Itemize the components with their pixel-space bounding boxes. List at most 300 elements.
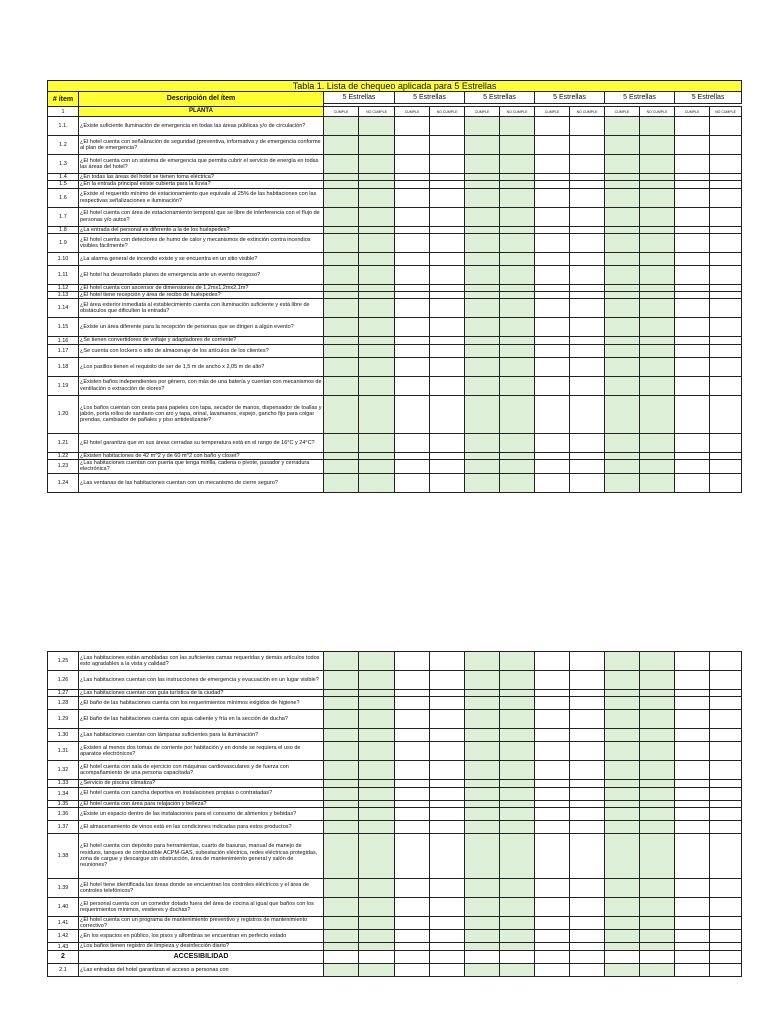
cumple-cell[interactable] xyxy=(324,671,359,690)
no-cumple-cell[interactable] xyxy=(710,233,742,252)
cumple-cell[interactable] xyxy=(605,671,640,690)
cumple-cell[interactable] xyxy=(465,710,500,729)
no-cumple-cell[interactable] xyxy=(500,174,535,181)
no-cumple-cell[interactable] xyxy=(640,460,675,474)
no-cumple-cell[interactable] xyxy=(359,181,395,188)
no-cumple-cell[interactable] xyxy=(640,897,675,916)
no-cumple-cell[interactable] xyxy=(359,460,395,474)
cumple-cell[interactable] xyxy=(324,337,359,344)
cumple-cell[interactable] xyxy=(465,376,500,395)
cumple-cell[interactable] xyxy=(324,433,359,452)
no-cumple-cell[interactable] xyxy=(430,233,465,252)
no-cumple-cell[interactable] xyxy=(359,117,395,136)
cumple-cell[interactable] xyxy=(535,820,570,833)
cumple-cell[interactable] xyxy=(395,671,430,690)
no-cumple-cell[interactable] xyxy=(359,299,395,318)
cumple-cell[interactable] xyxy=(395,780,430,787)
cumple-cell[interactable] xyxy=(535,117,570,136)
cumple-cell[interactable] xyxy=(605,807,640,820)
no-cumple-cell[interactable] xyxy=(500,671,535,690)
no-cumple-cell[interactable] xyxy=(710,136,742,155)
cumple-cell[interactable] xyxy=(324,318,359,337)
cumple-cell[interactable] xyxy=(324,820,359,833)
no-cumple-cell[interactable] xyxy=(430,473,465,492)
cumple-cell[interactable] xyxy=(395,284,430,291)
no-cumple-cell[interactable] xyxy=(359,729,395,742)
cumple-cell[interactable] xyxy=(465,963,500,976)
no-cumple-cell[interactable] xyxy=(570,337,605,344)
cumple-cell[interactable] xyxy=(465,690,500,697)
cumple-cell[interactable] xyxy=(465,930,500,943)
no-cumple-cell[interactable] xyxy=(500,265,535,284)
cumple-cell[interactable] xyxy=(395,181,430,188)
no-cumple-cell[interactable] xyxy=(710,299,742,318)
no-cumple-cell[interactable] xyxy=(570,344,605,357)
cumple-cell[interactable] xyxy=(395,344,430,357)
cumple-cell[interactable] xyxy=(395,690,430,697)
no-cumple-cell[interactable] xyxy=(359,376,395,395)
cumple-cell[interactable] xyxy=(675,284,710,291)
cumple-cell[interactable] xyxy=(324,299,359,318)
no-cumple-cell[interactable] xyxy=(359,136,395,155)
no-cumple-cell[interactable] xyxy=(640,930,675,943)
cumple-cell[interactable] xyxy=(605,357,640,376)
cumple-cell[interactable] xyxy=(605,117,640,136)
no-cumple-cell[interactable] xyxy=(430,652,465,671)
cumple-cell[interactable] xyxy=(395,950,430,963)
no-cumple-cell[interactable] xyxy=(359,833,395,878)
no-cumple-cell[interactable] xyxy=(359,233,395,252)
cumple-cell[interactable] xyxy=(535,337,570,344)
cumple-cell[interactable] xyxy=(395,136,430,155)
cumple-cell[interactable] xyxy=(675,761,710,780)
no-cumple-cell[interactable] xyxy=(710,742,742,761)
no-cumple-cell[interactable] xyxy=(710,950,742,963)
cumple-cell[interactable] xyxy=(465,233,500,252)
no-cumple-cell[interactable] xyxy=(640,117,675,136)
cumple-cell[interactable] xyxy=(605,950,640,963)
cumple-cell[interactable] xyxy=(465,780,500,787)
no-cumple-cell[interactable] xyxy=(430,117,465,136)
cumple-cell[interactable] xyxy=(324,117,359,136)
cumple-cell[interactable] xyxy=(675,878,710,897)
cumple-cell[interactable] xyxy=(535,761,570,780)
no-cumple-cell[interactable] xyxy=(500,800,535,807)
cumple-cell[interactable] xyxy=(675,742,710,761)
cumple-cell[interactable] xyxy=(465,800,500,807)
no-cumple-cell[interactable] xyxy=(500,337,535,344)
cumple-cell[interactable] xyxy=(535,671,570,690)
cumple-cell[interactable] xyxy=(465,395,500,433)
cumple-cell[interactable] xyxy=(675,318,710,337)
cumple-cell[interactable] xyxy=(395,376,430,395)
no-cumple-cell[interactable] xyxy=(570,710,605,729)
no-cumple-cell[interactable] xyxy=(570,787,605,800)
no-cumple-cell[interactable] xyxy=(500,284,535,291)
cumple-cell[interactable] xyxy=(395,697,430,710)
no-cumple-cell[interactable] xyxy=(430,155,465,174)
no-cumple-cell[interactable] xyxy=(640,337,675,344)
no-cumple-cell[interactable] xyxy=(710,690,742,697)
no-cumple-cell[interactable] xyxy=(710,729,742,742)
no-cumple-cell[interactable] xyxy=(359,174,395,181)
no-cumple-cell[interactable] xyxy=(710,376,742,395)
cumple-cell[interactable] xyxy=(324,344,359,357)
cumple-cell[interactable] xyxy=(605,780,640,787)
no-cumple-cell[interactable] xyxy=(640,395,675,433)
no-cumple-cell[interactable] xyxy=(430,136,465,155)
cumple-cell[interactable] xyxy=(395,742,430,761)
cumple-cell[interactable] xyxy=(535,136,570,155)
cumple-cell[interactable] xyxy=(605,233,640,252)
cumple-cell[interactable] xyxy=(535,433,570,452)
no-cumple-cell[interactable] xyxy=(430,671,465,690)
cumple-cell[interactable] xyxy=(675,833,710,878)
cumple-cell[interactable] xyxy=(535,780,570,787)
cumple-cell[interactable] xyxy=(535,950,570,963)
cumple-cell[interactable] xyxy=(395,916,430,930)
cumple-cell[interactable] xyxy=(465,318,500,337)
no-cumple-cell[interactable] xyxy=(500,807,535,820)
cumple-cell[interactable] xyxy=(324,188,359,207)
no-cumple-cell[interactable] xyxy=(430,800,465,807)
no-cumple-cell[interactable] xyxy=(359,690,395,697)
cumple-cell[interactable] xyxy=(395,930,430,943)
cumple-cell[interactable] xyxy=(465,950,500,963)
cumple-cell[interactable] xyxy=(605,299,640,318)
no-cumple-cell[interactable] xyxy=(640,729,675,742)
no-cumple-cell[interactable] xyxy=(640,284,675,291)
cumple-cell[interactable] xyxy=(395,233,430,252)
no-cumple-cell[interactable] xyxy=(359,318,395,337)
cumple-cell[interactable] xyxy=(324,652,359,671)
cumple-cell[interactable] xyxy=(535,207,570,226)
cumple-cell[interactable] xyxy=(465,671,500,690)
cumple-cell[interactable] xyxy=(465,473,500,492)
cumple-cell[interactable] xyxy=(465,357,500,376)
no-cumple-cell[interactable] xyxy=(359,916,395,930)
cumple-cell[interactable] xyxy=(675,136,710,155)
no-cumple-cell[interactable] xyxy=(570,800,605,807)
cumple-cell[interactable] xyxy=(675,174,710,181)
no-cumple-cell[interactable] xyxy=(500,460,535,474)
no-cumple-cell[interactable] xyxy=(430,252,465,265)
no-cumple-cell[interactable] xyxy=(570,117,605,136)
cumple-cell[interactable] xyxy=(395,292,430,299)
no-cumple-cell[interactable] xyxy=(500,252,535,265)
cumple-cell[interactable] xyxy=(605,344,640,357)
cumple-cell[interactable] xyxy=(605,174,640,181)
no-cumple-cell[interactable] xyxy=(359,930,395,943)
no-cumple-cell[interactable] xyxy=(430,916,465,930)
no-cumple-cell[interactable] xyxy=(430,433,465,452)
no-cumple-cell[interactable] xyxy=(710,460,742,474)
no-cumple-cell[interactable] xyxy=(640,878,675,897)
cumple-cell[interactable] xyxy=(465,742,500,761)
no-cumple-cell[interactable] xyxy=(570,950,605,963)
no-cumple-cell[interactable] xyxy=(359,710,395,729)
no-cumple-cell[interactable] xyxy=(500,878,535,897)
cumple-cell[interactable] xyxy=(324,787,359,800)
cumple-cell[interactable] xyxy=(465,207,500,226)
cumple-cell[interactable] xyxy=(465,729,500,742)
no-cumple-cell[interactable] xyxy=(640,265,675,284)
no-cumple-cell[interactable] xyxy=(710,395,742,433)
no-cumple-cell[interactable] xyxy=(570,943,605,950)
no-cumple-cell[interactable] xyxy=(570,652,605,671)
cumple-cell[interactable] xyxy=(675,188,710,207)
no-cumple-cell[interactable] xyxy=(359,252,395,265)
no-cumple-cell[interactable] xyxy=(710,344,742,357)
no-cumple-cell[interactable] xyxy=(500,233,535,252)
no-cumple-cell[interactable] xyxy=(430,729,465,742)
no-cumple-cell[interactable] xyxy=(710,697,742,710)
no-cumple-cell[interactable] xyxy=(710,473,742,492)
no-cumple-cell[interactable] xyxy=(430,710,465,729)
no-cumple-cell[interactable] xyxy=(640,207,675,226)
cumple-cell[interactable] xyxy=(535,376,570,395)
no-cumple-cell[interactable] xyxy=(570,376,605,395)
no-cumple-cell[interactable] xyxy=(570,697,605,710)
cumple-cell[interactable] xyxy=(535,174,570,181)
no-cumple-cell[interactable] xyxy=(430,452,465,459)
cumple-cell[interactable] xyxy=(395,155,430,174)
no-cumple-cell[interactable] xyxy=(430,780,465,787)
cumple-cell[interactable] xyxy=(675,292,710,299)
cumple-cell[interactable] xyxy=(535,252,570,265)
cumple-cell[interactable] xyxy=(535,395,570,433)
cumple-cell[interactable] xyxy=(535,897,570,916)
cumple-cell[interactable] xyxy=(535,963,570,976)
no-cumple-cell[interactable] xyxy=(640,292,675,299)
cumple-cell[interactable] xyxy=(675,787,710,800)
no-cumple-cell[interactable] xyxy=(570,284,605,291)
no-cumple-cell[interactable] xyxy=(710,117,742,136)
cumple-cell[interactable] xyxy=(324,357,359,376)
no-cumple-cell[interactable] xyxy=(570,318,605,337)
cumple-cell[interactable] xyxy=(465,344,500,357)
no-cumple-cell[interactable] xyxy=(430,292,465,299)
cumple-cell[interactable] xyxy=(324,800,359,807)
no-cumple-cell[interactable] xyxy=(359,344,395,357)
cumple-cell[interactable] xyxy=(605,710,640,729)
no-cumple-cell[interactable] xyxy=(570,761,605,780)
no-cumple-cell[interactable] xyxy=(430,897,465,916)
cumple-cell[interactable] xyxy=(395,299,430,318)
no-cumple-cell[interactable] xyxy=(570,433,605,452)
cumple-cell[interactable] xyxy=(675,452,710,459)
no-cumple-cell[interactable] xyxy=(430,357,465,376)
no-cumple-cell[interactable] xyxy=(500,433,535,452)
no-cumple-cell[interactable] xyxy=(570,930,605,943)
cumple-cell[interactable] xyxy=(605,226,640,233)
cumple-cell[interactable] xyxy=(535,460,570,474)
cumple-cell[interactable] xyxy=(324,284,359,291)
cumple-cell[interactable] xyxy=(535,155,570,174)
cumple-cell[interactable] xyxy=(465,155,500,174)
no-cumple-cell[interactable] xyxy=(359,395,395,433)
cumple-cell[interactable] xyxy=(675,233,710,252)
no-cumple-cell[interactable] xyxy=(710,710,742,729)
cumple-cell[interactable] xyxy=(675,344,710,357)
no-cumple-cell[interactable] xyxy=(640,833,675,878)
no-cumple-cell[interactable] xyxy=(640,181,675,188)
cumple-cell[interactable] xyxy=(675,473,710,492)
cumple-cell[interactable] xyxy=(395,174,430,181)
no-cumple-cell[interactable] xyxy=(500,226,535,233)
no-cumple-cell[interactable] xyxy=(430,807,465,820)
cumple-cell[interactable] xyxy=(395,800,430,807)
no-cumple-cell[interactable] xyxy=(570,807,605,820)
cumple-cell[interactable] xyxy=(465,878,500,897)
no-cumple-cell[interactable] xyxy=(570,174,605,181)
no-cumple-cell[interactable] xyxy=(500,742,535,761)
no-cumple-cell[interactable] xyxy=(710,820,742,833)
cumple-cell[interactable] xyxy=(675,690,710,697)
no-cumple-cell[interactable] xyxy=(500,963,535,976)
cumple-cell[interactable] xyxy=(605,284,640,291)
no-cumple-cell[interactable] xyxy=(570,897,605,916)
no-cumple-cell[interactable] xyxy=(500,452,535,459)
cumple-cell[interactable] xyxy=(324,452,359,459)
no-cumple-cell[interactable] xyxy=(500,473,535,492)
no-cumple-cell[interactable] xyxy=(640,690,675,697)
no-cumple-cell[interactable] xyxy=(570,473,605,492)
no-cumple-cell[interactable] xyxy=(570,742,605,761)
no-cumple-cell[interactable] xyxy=(500,207,535,226)
cumple-cell[interactable] xyxy=(535,807,570,820)
cumple-cell[interactable] xyxy=(395,652,430,671)
cumple-cell[interactable] xyxy=(324,878,359,897)
no-cumple-cell[interactable] xyxy=(430,690,465,697)
no-cumple-cell[interactable] xyxy=(640,233,675,252)
no-cumple-cell[interactable] xyxy=(430,284,465,291)
no-cumple-cell[interactable] xyxy=(640,473,675,492)
no-cumple-cell[interactable] xyxy=(430,299,465,318)
no-cumple-cell[interactable] xyxy=(710,671,742,690)
no-cumple-cell[interactable] xyxy=(640,344,675,357)
cumple-cell[interactable] xyxy=(324,780,359,787)
cumple-cell[interactable] xyxy=(465,181,500,188)
no-cumple-cell[interactable] xyxy=(500,943,535,950)
cumple-cell[interactable] xyxy=(465,433,500,452)
no-cumple-cell[interactable] xyxy=(570,878,605,897)
cumple-cell[interactable] xyxy=(675,710,710,729)
no-cumple-cell[interactable] xyxy=(710,800,742,807)
no-cumple-cell[interactable] xyxy=(359,357,395,376)
cumple-cell[interactable] xyxy=(675,252,710,265)
cumple-cell[interactable] xyxy=(324,742,359,761)
cumple-cell[interactable] xyxy=(324,950,359,963)
cumple-cell[interactable] xyxy=(324,376,359,395)
cumple-cell[interactable] xyxy=(465,292,500,299)
no-cumple-cell[interactable] xyxy=(640,807,675,820)
no-cumple-cell[interactable] xyxy=(640,252,675,265)
cumple-cell[interactable] xyxy=(324,233,359,252)
cumple-cell[interactable] xyxy=(605,820,640,833)
no-cumple-cell[interactable] xyxy=(570,292,605,299)
no-cumple-cell[interactable] xyxy=(359,963,395,976)
cumple-cell[interactable] xyxy=(605,690,640,697)
no-cumple-cell[interactable] xyxy=(430,181,465,188)
cumple-cell[interactable] xyxy=(324,943,359,950)
cumple-cell[interactable] xyxy=(605,943,640,950)
cumple-cell[interactable] xyxy=(465,460,500,474)
cumple-cell[interactable] xyxy=(465,761,500,780)
no-cumple-cell[interactable] xyxy=(640,671,675,690)
cumple-cell[interactable] xyxy=(465,916,500,930)
cumple-cell[interactable] xyxy=(535,710,570,729)
no-cumple-cell[interactable] xyxy=(359,742,395,761)
no-cumple-cell[interactable] xyxy=(710,265,742,284)
no-cumple-cell[interactable] xyxy=(430,697,465,710)
no-cumple-cell[interactable] xyxy=(640,761,675,780)
no-cumple-cell[interactable] xyxy=(359,820,395,833)
no-cumple-cell[interactable] xyxy=(710,226,742,233)
no-cumple-cell[interactable] xyxy=(500,376,535,395)
no-cumple-cell[interactable] xyxy=(570,181,605,188)
cumple-cell[interactable] xyxy=(324,963,359,976)
no-cumple-cell[interactable] xyxy=(710,930,742,943)
cumple-cell[interactable] xyxy=(535,690,570,697)
cumple-cell[interactable] xyxy=(675,963,710,976)
cumple-cell[interactable] xyxy=(535,833,570,878)
cumple-cell[interactable] xyxy=(605,292,640,299)
cumple-cell[interactable] xyxy=(535,787,570,800)
cumple-cell[interactable] xyxy=(324,252,359,265)
no-cumple-cell[interactable] xyxy=(430,395,465,433)
no-cumple-cell[interactable] xyxy=(570,299,605,318)
no-cumple-cell[interactable] xyxy=(500,710,535,729)
no-cumple-cell[interactable] xyxy=(500,787,535,800)
cumple-cell[interactable] xyxy=(395,188,430,207)
cumple-cell[interactable] xyxy=(324,761,359,780)
cumple-cell[interactable] xyxy=(324,473,359,492)
cumple-cell[interactable] xyxy=(465,174,500,181)
no-cumple-cell[interactable] xyxy=(500,916,535,930)
no-cumple-cell[interactable] xyxy=(640,963,675,976)
cumple-cell[interactable] xyxy=(675,395,710,433)
no-cumple-cell[interactable] xyxy=(570,265,605,284)
no-cumple-cell[interactable] xyxy=(500,652,535,671)
cumple-cell[interactable] xyxy=(465,697,500,710)
no-cumple-cell[interactable] xyxy=(570,252,605,265)
no-cumple-cell[interactable] xyxy=(640,174,675,181)
no-cumple-cell[interactable] xyxy=(430,265,465,284)
no-cumple-cell[interactable] xyxy=(500,833,535,878)
no-cumple-cell[interactable] xyxy=(430,820,465,833)
cumple-cell[interactable] xyxy=(605,652,640,671)
no-cumple-cell[interactable] xyxy=(570,226,605,233)
cumple-cell[interactable] xyxy=(395,318,430,337)
no-cumple-cell[interactable] xyxy=(500,761,535,780)
cumple-cell[interactable] xyxy=(324,729,359,742)
cumple-cell[interactable] xyxy=(465,265,500,284)
no-cumple-cell[interactable] xyxy=(640,710,675,729)
no-cumple-cell[interactable] xyxy=(710,652,742,671)
no-cumple-cell[interactable] xyxy=(500,117,535,136)
no-cumple-cell[interactable] xyxy=(570,820,605,833)
no-cumple-cell[interactable] xyxy=(430,337,465,344)
no-cumple-cell[interactable] xyxy=(500,188,535,207)
cumple-cell[interactable] xyxy=(395,963,430,976)
no-cumple-cell[interactable] xyxy=(430,460,465,474)
cumple-cell[interactable] xyxy=(465,652,500,671)
no-cumple-cell[interactable] xyxy=(710,761,742,780)
cumple-cell[interactable] xyxy=(675,299,710,318)
no-cumple-cell[interactable] xyxy=(430,226,465,233)
cumple-cell[interactable] xyxy=(535,188,570,207)
